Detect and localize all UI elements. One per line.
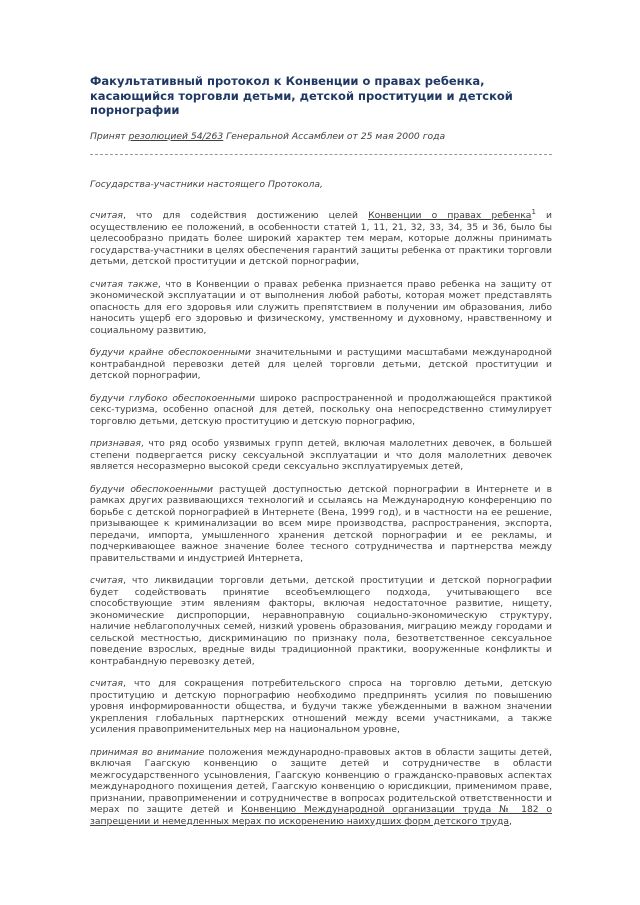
paragraph-lead: считая (90, 210, 123, 221)
paragraph-lead: считая (90, 575, 123, 586)
paragraph-lead: считая (90, 678, 123, 689)
paragraph-text: растущей доступностью детской порнографии в Интернете и в рамках других развивающихся технологий и ссылаясь на Международную конференцию по борьбе с детской порнографией в Интернете (Вена, 1999 год), и в частности на ее решение, призывающее к криминализации во всем мире производства, распространения, экспорта, передачи, импорта, умышленного хранения детской порнографии и ее рекламы, и подчеркивающее важное значение более тесного сотрудничества и партнерства между правительствами и индустрией Интернета, (90, 483, 552, 564)
preamble-paragraph (90, 747, 552, 828)
paragraph-text: и осуществлению ее положений, в особенности статей 1, 11, 21, 32, 33, 34, 35 и 36, было бы целесообразно придать более широкий характер тем мерам, которые должны принимать государства-участники в целях обеспечения гарантий защиты ребенка от практики торговли детьми, детской проституции и детской порнографии, (90, 210, 552, 267)
ilo-convention-182-link[interactable]: Конвенцию Международной организации труда № 182 о запрещении и немедленных мерах по искоренению наихудших форм детского труда (90, 804, 553, 827)
preamble-paragraph (90, 575, 552, 667)
paragraph-text: , что ряд особо уязвимых групп детей, включая малолетних девочек, в большей степени подвергается риску сексуальной эксплуатации и что доля малолетних девочек является несоразмерно высокой среди сексуально эксплуатируемых детей, (90, 438, 552, 472)
preamble-paragraph (90, 484, 552, 565)
preamble-paragraph (90, 393, 552, 428)
paragraph-text: , что в Конвенции о правах ребенка признается право ребенка на защиту от экономической эксплуатации и от выполнения любой работы, которая может представлять опасность для его здоровья или служить препятствием в получении им образования, либо наносить ущерб его здоровью и физическому, умственному и духовному, нравственному и социальному развитию, (90, 278, 552, 336)
footnote-ref-1[interactable]: 1 (531, 207, 536, 216)
paragraph-lead: будучи глубоко обеспокоенными (90, 392, 255, 404)
adoption-line (90, 131, 552, 143)
paragraph-lead: считая также (90, 278, 158, 290)
paragraph-text: положения международно-правовых актов в области защиты детей, включая Гаагскую конвенцию о защите детей и сотрудничестве в области межгосударственного усыновления, Гаагскую конвенцию о гражданско-правовых аспектах международного похищения детей, Гаагскую конвенцию о юрисдикции, применимом праве, признании, правоприменении и сотрудничестве в вопросах родительской ответственности и мерах по защите детей и (90, 746, 552, 815)
preamble-paragraph (90, 279, 552, 337)
paragraph-text: , (509, 815, 512, 827)
separator-line (90, 154, 552, 155)
paragraph-lead: принимая во внимание (90, 746, 205, 758)
adoption-suffix: Генеральной Ассамблеи от 25 мая 2000 года (223, 130, 446, 142)
adoption-prefix: Принят (90, 130, 129, 142)
preamble-paragraphs (90, 207, 553, 827)
preamble-intro: Государства-участники настоящего Протокола, (90, 178, 323, 190)
paragraph-lead: будучи крайне обеспокоенными (90, 347, 251, 358)
paragraph-text: значительными и растущими масштабами международной контрабандной перевозки детей для целей торговли детьми, детской проституции и детской порнографии, (90, 347, 552, 381)
preamble-paragraph (90, 347, 552, 382)
paragraph-lead: признавая (90, 438, 141, 449)
paragraph-text: широко распространенной и продолжающейся практикой секс-туризма, особенно опасной для детей, поскольку она непосредственно стимулирует торговлю детьми, детскую проституцию и детскую порнографию, (90, 392, 552, 427)
paragraph-lead: будучи обеспокоенными (90, 483, 213, 495)
paragraph-text: , что для сокращения потребительского спроса на торговлю детьми, детскую проституцию и детскую порнографию необходимо предпринять усилия по повышению уровня информированности общества, и будучи также убежденными в важном значении укрепления глобальных партнерских отношений между всеми участниками, а также усиления правоприменительных мер на национальном уровне, (90, 678, 552, 735)
resolution-link[interactable]: резолюцией 54/263 (128, 130, 224, 142)
document-title: Факультативный протокол к Конвенции о правах ребенка, касающийся торговли детьми, детской проституции и детской порнографии (90, 74, 513, 117)
preamble-paragraph (90, 207, 552, 268)
crc-convention-link[interactable]: Конвенции о правах ребенка (368, 210, 532, 221)
preamble-paragraph (90, 678, 552, 736)
paragraph-text: , что ликвидации торговли детьми, детской проституции и детской порнографии будет содействовать принятие всеобъемлющего подхода, учитывающего все способствующие этим явлениям факторы, включая недостаточное развитие, нищету, экономические диспропорции, неравноправную социально-экономическую структуру, наличие неблагополучных семей, низкий уровень образования, миграцию между городами и сельской местностью, дискриминацию по признаку пола, безответственное сексуальное поведение взрослых, вредные виды традиционной практики, вооруженные конфликты и контрабандную перевозку детей, (90, 575, 552, 667)
preamble-paragraph (90, 438, 552, 473)
paragraph-text: , что для содействия достижению целей (122, 210, 369, 221)
